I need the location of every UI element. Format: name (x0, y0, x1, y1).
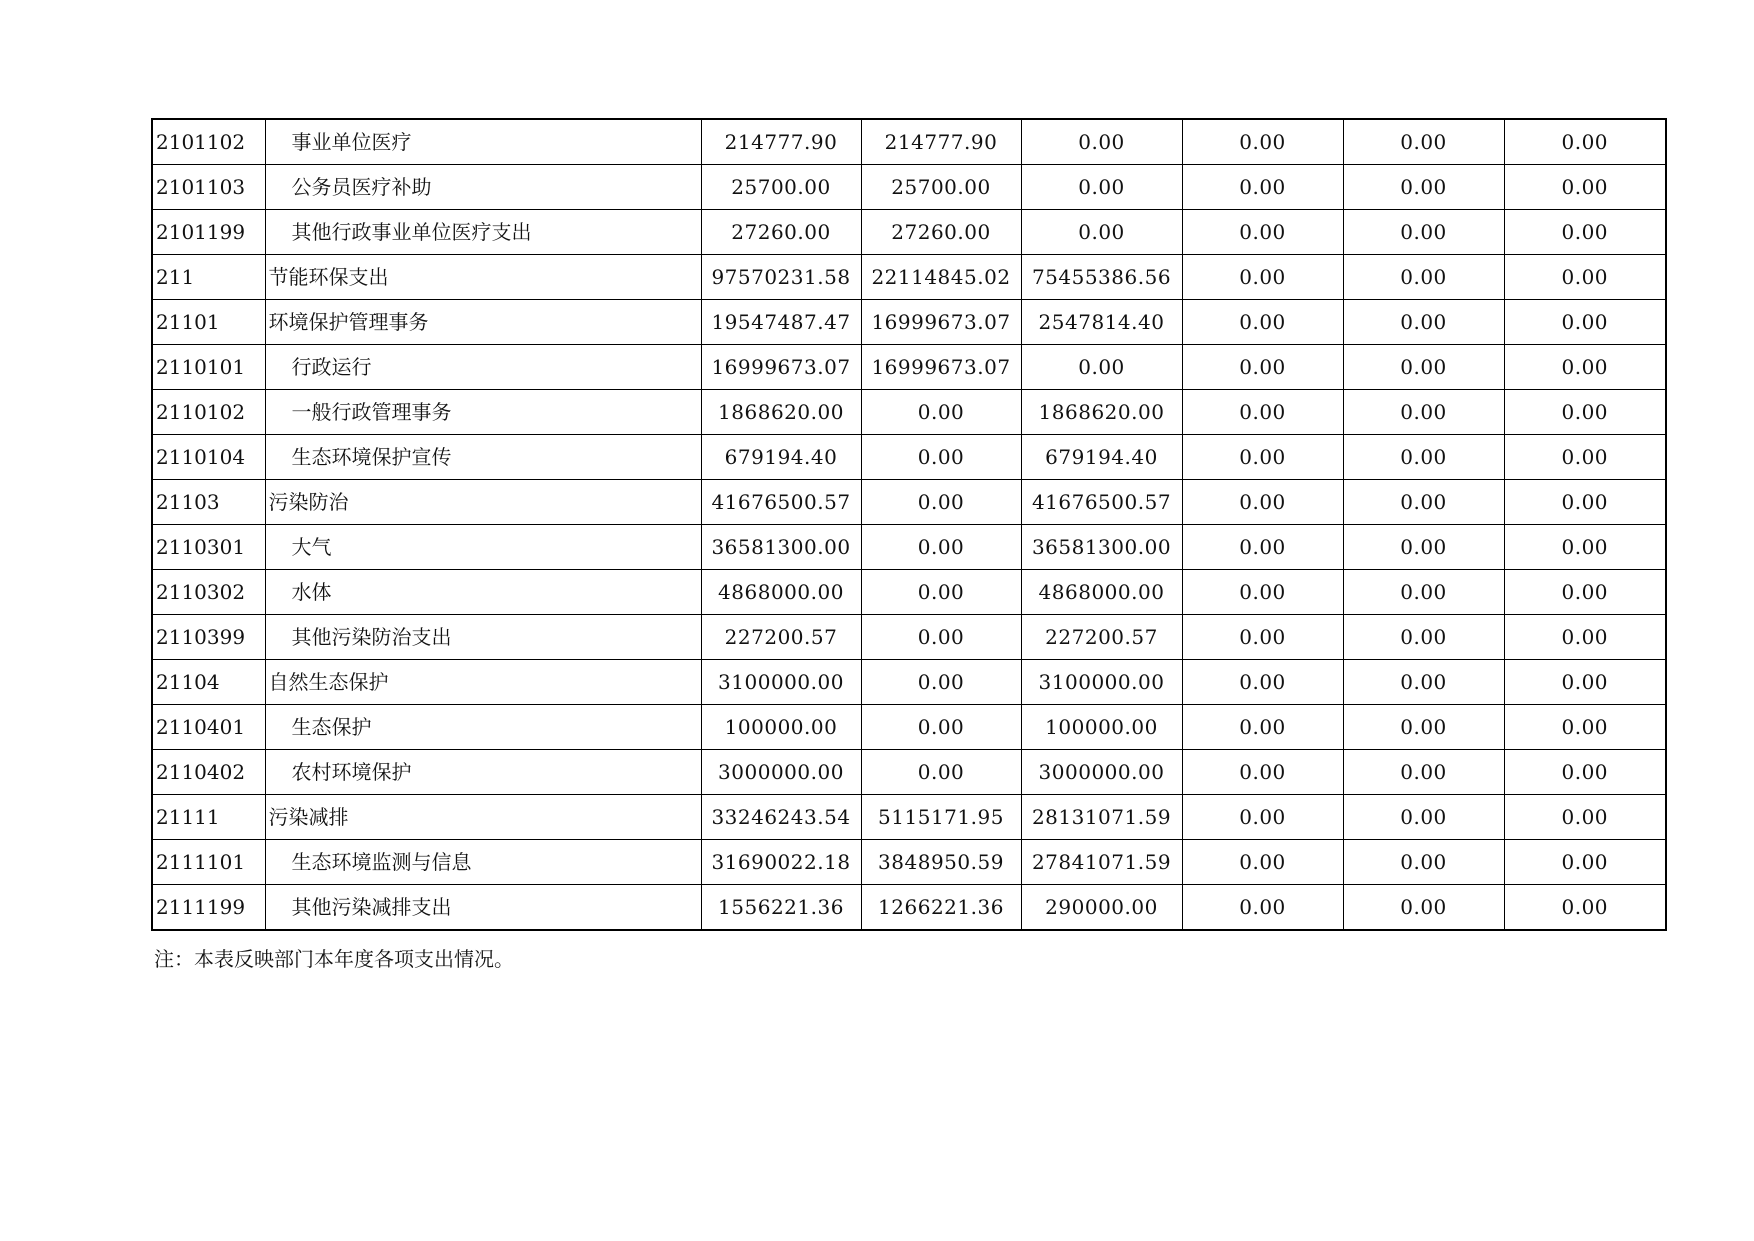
amount-cell: 0.00 (1182, 480, 1343, 525)
subject-name-cell: 自然生态保护 (265, 660, 701, 705)
amount-cell: 0.00 (1182, 165, 1343, 210)
amount-cell: 0.00 (1343, 480, 1504, 525)
amount-cell: 1266221.36 (861, 885, 1021, 931)
amount-cell: 0.00 (1182, 255, 1343, 300)
amount-cell: 0.00 (1343, 840, 1504, 885)
amount-cell: 0.00 (1182, 840, 1343, 885)
amount-cell: 0.00 (1343, 525, 1504, 570)
subject-code-cell: 2110104 (152, 435, 265, 480)
amount-cell: 0.00 (1504, 840, 1666, 885)
amount-cell: 0.00 (1343, 345, 1504, 390)
amount-cell: 0.00 (1021, 210, 1182, 255)
amount-cell: 0.00 (1343, 615, 1504, 660)
amount-cell: 0.00 (1343, 885, 1504, 931)
amount-cell: 0.00 (1182, 750, 1343, 795)
amount-cell: 0.00 (1182, 570, 1343, 615)
amount-cell: 41676500.57 (1021, 480, 1182, 525)
table-row (152, 795, 1666, 840)
subject-code-cell: 2110399 (152, 615, 265, 660)
table-row (152, 119, 1666, 165)
amount-cell: 0.00 (1182, 300, 1343, 345)
amount-cell: 0.00 (1343, 210, 1504, 255)
subject-name-cell: 生态环境监测与信息 (265, 840, 701, 885)
amount-cell: 0.00 (1021, 119, 1182, 165)
amount-cell: 28131071.59 (1021, 795, 1182, 840)
amount-cell: 0.00 (1343, 750, 1504, 795)
subject-name-cell: 水体 (265, 570, 701, 615)
table-row (152, 255, 1666, 300)
subject-code-cell: 21101 (152, 300, 265, 345)
subject-name-cell: 生态环境保护宣传 (265, 435, 701, 480)
amount-cell: 1556221.36 (701, 885, 861, 931)
amount-cell: 0.00 (1021, 345, 1182, 390)
amount-cell: 0.00 (1343, 255, 1504, 300)
amount-cell: 0.00 (1182, 615, 1343, 660)
subject-name-cell: 行政运行 (265, 345, 701, 390)
amount-cell: 100000.00 (1021, 705, 1182, 750)
amount-cell: 0.00 (1343, 660, 1504, 705)
amount-cell: 0.00 (861, 525, 1021, 570)
table-row (152, 615, 1666, 660)
subject-name-cell: 其他污染减排支出 (265, 885, 701, 931)
amount-cell: 0.00 (1504, 795, 1666, 840)
amount-cell: 227200.57 (701, 615, 861, 660)
amount-cell: 19547487.47 (701, 300, 861, 345)
amount-cell: 0.00 (1182, 525, 1343, 570)
amount-cell: 0.00 (1504, 435, 1666, 480)
amount-cell: 0.00 (1504, 165, 1666, 210)
amount-cell: 0.00 (861, 750, 1021, 795)
amount-cell: 0.00 (1182, 210, 1343, 255)
subject-name-cell: 节能环保支出 (265, 255, 701, 300)
amount-cell: 4868000.00 (701, 570, 861, 615)
amount-cell: 0.00 (1021, 165, 1182, 210)
table-note: 注：本表反映部门本年度各项支出情况。 (154, 947, 514, 971)
subject-code-cell: 2110402 (152, 750, 265, 795)
amount-cell: 0.00 (1504, 345, 1666, 390)
subject-name-cell: 一般行政管理事务 (265, 390, 701, 435)
subject-code-cell: 2111101 (152, 840, 265, 885)
table-row (152, 345, 1666, 390)
subject-name-cell: 大气 (265, 525, 701, 570)
amount-cell: 0.00 (1343, 390, 1504, 435)
amount-cell: 16999673.07 (861, 345, 1021, 390)
amount-cell: 27260.00 (701, 210, 861, 255)
subject-name-cell: 农村环境保护 (265, 750, 701, 795)
subject-name-cell: 环境保护管理事务 (265, 300, 701, 345)
amount-cell: 679194.40 (701, 435, 861, 480)
amount-cell: 25700.00 (701, 165, 861, 210)
amount-cell: 16999673.07 (701, 345, 861, 390)
amount-cell: 2547814.40 (1021, 300, 1182, 345)
table-row (152, 435, 1666, 480)
table-row (152, 525, 1666, 570)
amount-cell: 0.00 (1504, 119, 1666, 165)
amount-cell: 0.00 (1182, 345, 1343, 390)
amount-cell: 0.00 (861, 390, 1021, 435)
amount-cell: 0.00 (1343, 795, 1504, 840)
amount-cell: 0.00 (861, 705, 1021, 750)
amount-cell: 0.00 (1343, 570, 1504, 615)
amount-cell: 214777.90 (861, 119, 1021, 165)
amount-cell: 16999673.07 (861, 300, 1021, 345)
amount-cell: 0.00 (1504, 885, 1666, 931)
amount-cell: 27260.00 (861, 210, 1021, 255)
amount-cell: 0.00 (1182, 885, 1343, 931)
subject-name-cell: 污染防治 (265, 480, 701, 525)
amount-cell: 0.00 (1504, 255, 1666, 300)
amount-cell: 0.00 (861, 615, 1021, 660)
amount-cell: 33246243.54 (701, 795, 861, 840)
amount-cell: 0.00 (1182, 119, 1343, 165)
amount-cell: 0.00 (861, 570, 1021, 615)
amount-cell: 1868620.00 (701, 390, 861, 435)
table-row (152, 705, 1666, 750)
amount-cell: 0.00 (1504, 210, 1666, 255)
subject-code-cell: 21103 (152, 480, 265, 525)
subject-name-cell: 污染减排 (265, 795, 701, 840)
subject-code-cell: 2101102 (152, 119, 265, 165)
amount-cell: 4868000.00 (1021, 570, 1182, 615)
amount-cell: 0.00 (1504, 705, 1666, 750)
amount-cell: 0.00 (1504, 480, 1666, 525)
amount-cell: 5115171.95 (861, 795, 1021, 840)
table-row (152, 570, 1666, 615)
table-row (152, 480, 1666, 525)
amount-cell: 0.00 (1182, 390, 1343, 435)
subject-code-cell: 2110301 (152, 525, 265, 570)
amount-cell: 75455386.56 (1021, 255, 1182, 300)
amount-cell: 0.00 (1182, 705, 1343, 750)
subject-name-cell: 事业单位医疗 (265, 119, 701, 165)
amount-cell: 290000.00 (1021, 885, 1182, 931)
amount-cell: 0.00 (1343, 300, 1504, 345)
amount-cell: 0.00 (861, 435, 1021, 480)
amount-cell: 3100000.00 (1021, 660, 1182, 705)
amount-cell: 0.00 (1504, 525, 1666, 570)
table-row (152, 840, 1666, 885)
subject-code-cell: 2101103 (152, 165, 265, 210)
amount-cell: 41676500.57 (701, 480, 861, 525)
amount-cell: 0.00 (1343, 705, 1504, 750)
amount-cell: 227200.57 (1021, 615, 1182, 660)
amount-cell: 36581300.00 (1021, 525, 1182, 570)
amount-cell: 0.00 (861, 480, 1021, 525)
amount-cell: 25700.00 (861, 165, 1021, 210)
amount-cell: 0.00 (1182, 435, 1343, 480)
subject-name-cell: 其他行政事业单位医疗支出 (265, 210, 701, 255)
amount-cell: 3000000.00 (701, 750, 861, 795)
table-row (152, 885, 1666, 931)
amount-cell: 0.00 (1504, 750, 1666, 795)
subject-code-cell: 211 (152, 255, 265, 300)
amount-cell: 27841071.59 (1021, 840, 1182, 885)
amount-cell: 0.00 (1504, 570, 1666, 615)
amount-cell: 3100000.00 (701, 660, 861, 705)
amount-cell: 3848950.59 (861, 840, 1021, 885)
amount-cell: 214777.90 (701, 119, 861, 165)
table-row (152, 660, 1666, 705)
amount-cell: 0.00 (1182, 795, 1343, 840)
subject-code-cell: 2101199 (152, 210, 265, 255)
subject-code-cell: 2110302 (152, 570, 265, 615)
amount-cell: 0.00 (1504, 615, 1666, 660)
table-row (152, 750, 1666, 795)
amount-cell: 22114845.02 (861, 255, 1021, 300)
table-row (152, 165, 1666, 210)
subject-name-cell: 其他污染防治支出 (265, 615, 701, 660)
amount-cell: 0.00 (1343, 165, 1504, 210)
amount-cell: 0.00 (1343, 119, 1504, 165)
table-row (152, 300, 1666, 345)
amount-cell: 31690022.18 (701, 840, 861, 885)
amount-cell: 100000.00 (701, 705, 861, 750)
amount-cell: 0.00 (1504, 660, 1666, 705)
table-body (152, 119, 1666, 930)
subject-code-cell: 2111199 (152, 885, 265, 931)
amount-cell: 0.00 (1504, 300, 1666, 345)
amount-cell: 0.00 (1343, 435, 1504, 480)
subject-code-cell: 2110101 (152, 345, 265, 390)
subject-code-cell: 2110401 (152, 705, 265, 750)
expenditure-table (151, 118, 1667, 931)
subject-name-cell: 生态保护 (265, 705, 701, 750)
subject-code-cell: 21111 (152, 795, 265, 840)
subject-code-cell: 21104 (152, 660, 265, 705)
table-row (152, 210, 1666, 255)
amount-cell: 679194.40 (1021, 435, 1182, 480)
subject-name-cell: 公务员医疗补助 (265, 165, 701, 210)
amount-cell: 36581300.00 (701, 525, 861, 570)
amount-cell: 0.00 (1504, 390, 1666, 435)
amount-cell: 3000000.00 (1021, 750, 1182, 795)
amount-cell: 1868620.00 (1021, 390, 1182, 435)
subject-code-cell: 2110102 (152, 390, 265, 435)
amount-cell: 0.00 (1182, 660, 1343, 705)
amount-cell: 0.00 (861, 660, 1021, 705)
table-row (152, 390, 1666, 435)
amount-cell: 97570231.58 (701, 255, 861, 300)
